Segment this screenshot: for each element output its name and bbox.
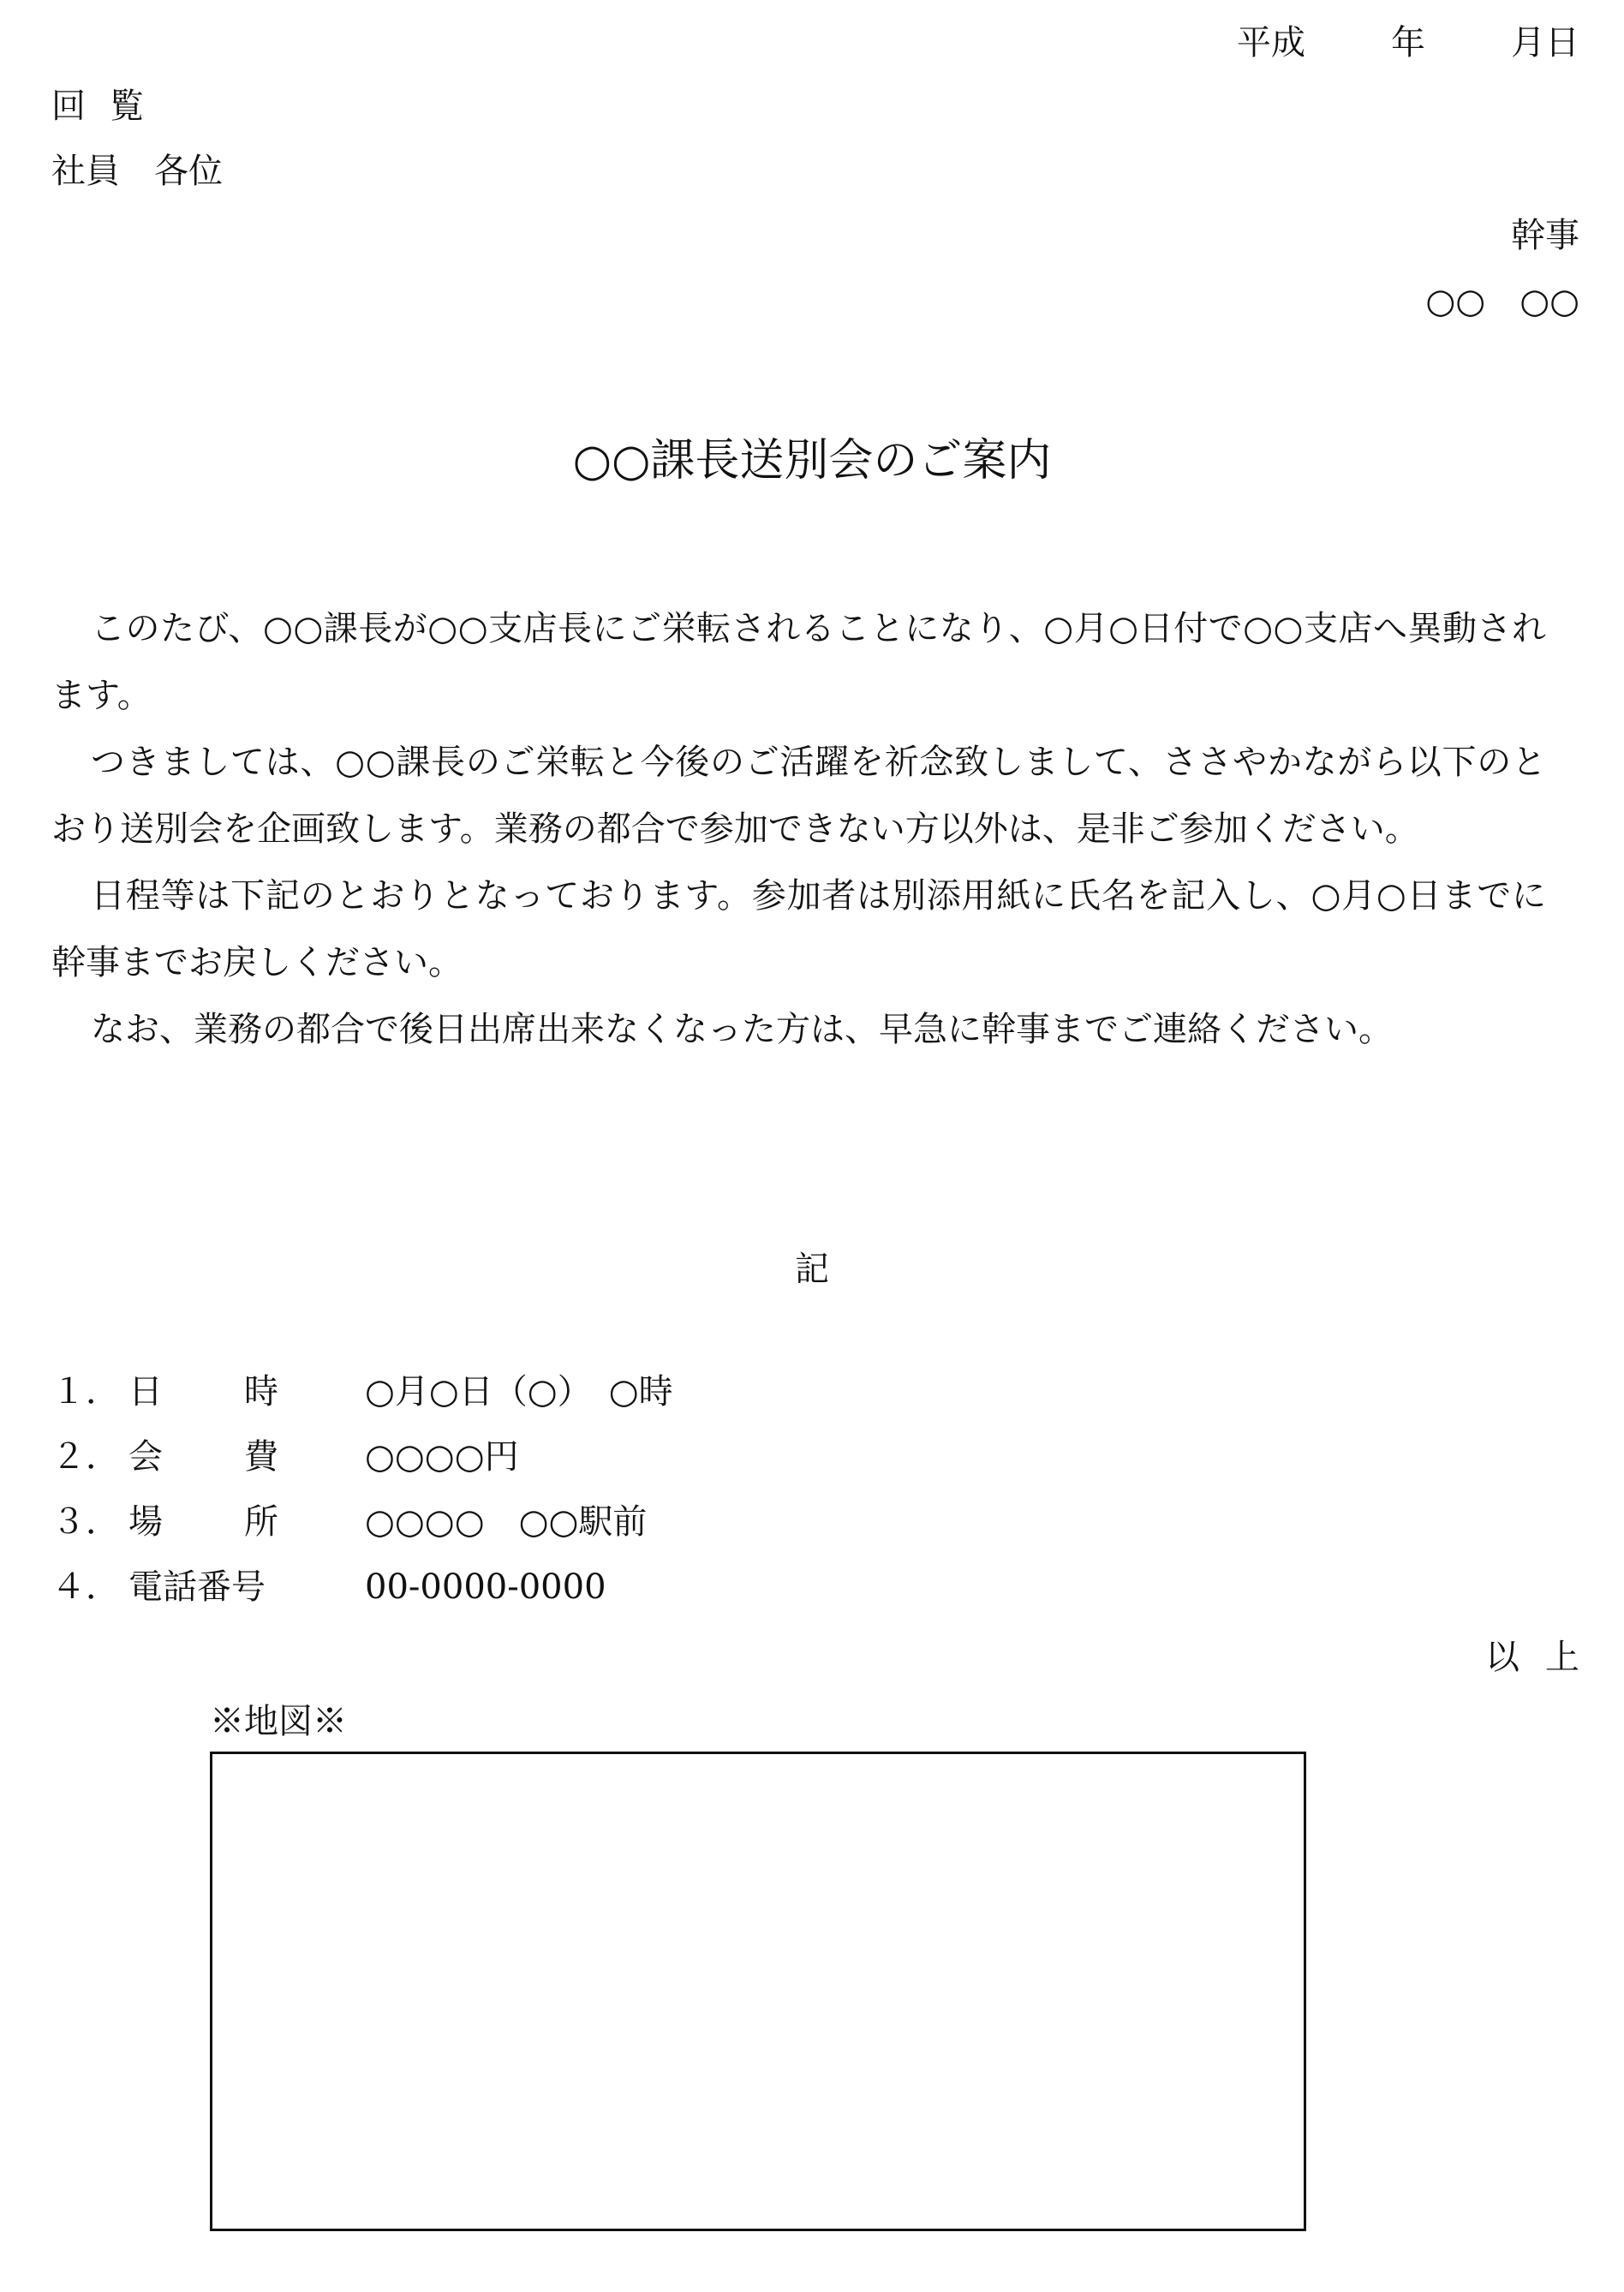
detail-value: 00-0000-0000 — [365, 1567, 606, 1607]
detail-item-phone — [51, 1567, 673, 1635]
body-paragraph: つきましては、○○課長のご栄転と今後のご活躍を祈念致しまして、ささやかながら以下のとおり送別会を企画致します。業務の都合で参加できない方以外は、是非ご参加ください。 — [51, 743, 1546, 849]
recipients: 社員 各位 — [51, 152, 223, 191]
detail-item-datetime — [51, 1372, 673, 1440]
body-text — [51, 595, 1546, 1063]
detail-value: ○○○○円 — [365, 1437, 519, 1477]
date-era: 平成 — [1237, 23, 1305, 63]
document-date — [1163, 23, 1579, 63]
detail-label — [128, 1502, 278, 1542]
date-day-label: 日 — [1545, 23, 1579, 63]
detail-label-char: 会 — [128, 1437, 163, 1477]
organizer-name: ○○ ○○ — [1425, 282, 1579, 321]
detail-label — [128, 1372, 278, 1412]
map-placeholder-box — [210, 1752, 1306, 2231]
detail-item-fee — [51, 1437, 673, 1505]
ki-heading: 記 — [795, 1250, 829, 1289]
detail-label-char: 日 — [128, 1372, 163, 1412]
organizer-label: 幹事 — [1511, 216, 1579, 255]
detail-label-char: 所 — [244, 1502, 278, 1542]
detail-value: ○○○○ ○○駅前 — [365, 1502, 648, 1542]
detail-label: 電話番号 — [128, 1567, 266, 1607]
date-month-label: 月 — [1511, 23, 1545, 63]
circulation-label: 回覧 — [51, 87, 168, 126]
detail-label-char: 時 — [244, 1372, 278, 1412]
detail-number: ３． — [51, 1502, 120, 1542]
details-list — [51, 1372, 673, 1635]
map-label: ※地図※ — [210, 1702, 347, 1741]
detail-number: ２． — [51, 1437, 120, 1477]
body-paragraph: このたび、○○課長が○○支店長にご栄転されることになり、○月○日付で○○支店へ異動されます。 — [51, 609, 1546, 715]
detail-label — [128, 1437, 278, 1477]
detail-value: ○月○日（○） ○時 — [365, 1372, 673, 1412]
detail-label-char: 費 — [244, 1437, 278, 1477]
body-paragraph: なお、業務の都合で後日出席出来なくなった方は、早急に幹事までご連絡ください。 — [91, 1010, 1393, 1049]
detail-number: ４． — [51, 1567, 120, 1607]
date-year-label: 年 — [1391, 23, 1425, 63]
page-title: ○○課長送別会のご案内 — [572, 435, 1052, 486]
detail-item-place — [51, 1502, 673, 1570]
detail-number: １． — [51, 1372, 120, 1412]
closing-mark: 以上 — [1485, 1638, 1605, 1677]
body-paragraph: 日程等は下記のとおりとなっております。参加者は別添用紙に氏名を記入し、○月○日までに幹事までお戻しください。 — [51, 876, 1546, 982]
detail-label-char: 場 — [128, 1502, 163, 1542]
